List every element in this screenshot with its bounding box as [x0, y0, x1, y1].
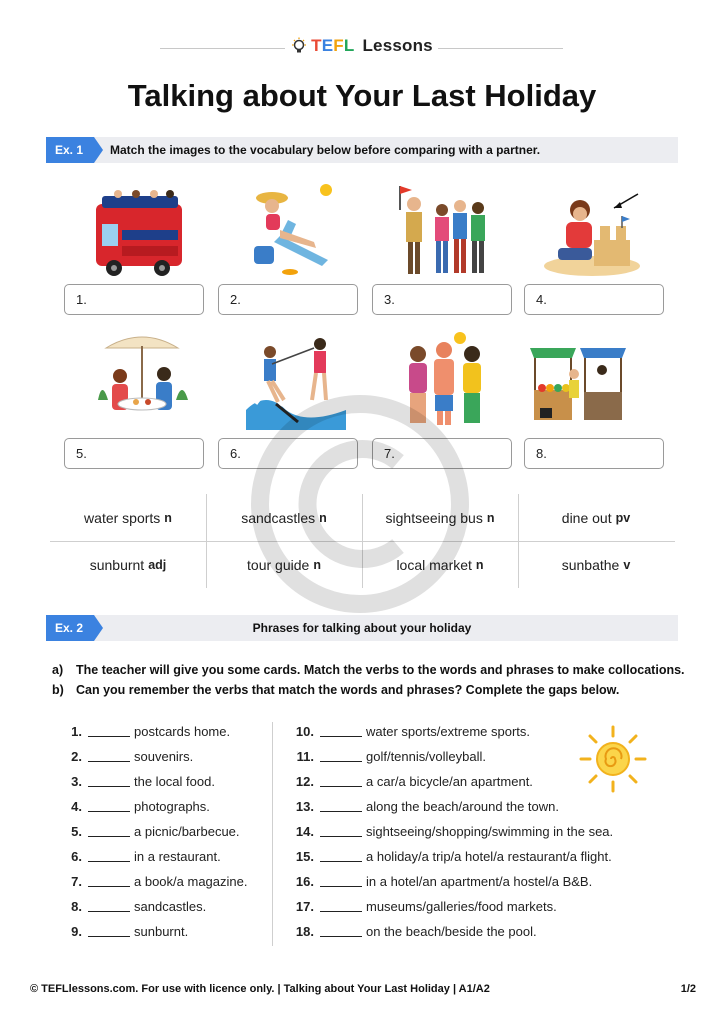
brand-letter: L: [343, 36, 355, 55]
restaurant-couple-icon: [92, 330, 192, 430]
answer-box-5[interactable]: 5.: [64, 438, 204, 469]
question-number: 14.: [295, 824, 314, 839]
divider: [272, 722, 273, 946]
instruction-text: Can you remember the verbs that match the words and phrases? Complete the gaps below.: [76, 683, 620, 697]
question-text: the local food.: [134, 774, 215, 789]
brand-letter: F: [333, 36, 344, 55]
ex2-instruction-a: [52, 663, 685, 677]
question-text: along the beach/around the town.: [366, 799, 559, 814]
question-row: [58, 899, 247, 924]
questions-left: [58, 724, 247, 949]
ex2-header: [46, 615, 678, 641]
divider: [438, 48, 563, 49]
answer-gap[interactable]: [320, 824, 362, 837]
vocab-pos: n: [319, 510, 327, 525]
question-number: 13.: [295, 799, 314, 814]
answer-gap[interactable]: [320, 924, 362, 937]
ex1-badge: Ex. 1: [46, 137, 94, 163]
question-text: souvenirs.: [134, 749, 194, 764]
sightseeing-bus-icon: [88, 186, 188, 286]
instruction-letter: a): [52, 663, 64, 677]
question-number: 16.: [295, 874, 314, 889]
answer-gap[interactable]: [88, 749, 130, 762]
answer-gap[interactable]: [320, 799, 362, 812]
question-row: [290, 749, 613, 774]
brand-letter: E: [321, 36, 334, 55]
vocab-word: water sports: [84, 509, 161, 526]
vocab-pos: pv: [615, 510, 631, 525]
question-text: photographs.: [134, 799, 210, 814]
vocab-word: sunbathe: [561, 556, 620, 573]
answer-gap[interactable]: [88, 799, 130, 812]
answer-box-2[interactable]: 2.: [218, 284, 358, 315]
question-row: [58, 799, 247, 824]
vocab-pos: n: [486, 510, 495, 525]
page-title: Talking about Your Last Holiday: [127, 78, 597, 113]
question-text: on the beach/beside the pool.: [366, 924, 537, 939]
brand-tefl: [311, 36, 354, 56]
ex2-instruction-b: [52, 683, 619, 697]
question-number: 6.: [71, 849, 82, 864]
answer-gap[interactable]: [320, 774, 362, 787]
question-text: sandcastles.: [134, 899, 207, 914]
vocab-item: [50, 541, 206, 588]
question-row: [290, 724, 613, 749]
question-text: golf/tennis/volleyball.: [366, 749, 486, 764]
vocab-pos: v: [623, 557, 631, 572]
question-row: [58, 824, 247, 849]
answer-gap[interactable]: [88, 874, 130, 887]
page-number: 1/2: [680, 983, 696, 995]
answer-box-6[interactable]: 6.: [218, 438, 358, 469]
question-row: [58, 924, 247, 949]
vocabulary-grid: [50, 494, 675, 588]
vocab-item: [206, 541, 362, 588]
instruction-letter: b): [52, 683, 64, 697]
question-text: postcards home.: [134, 724, 231, 739]
brand-header: [0, 36, 724, 60]
question-row: [58, 874, 247, 899]
question-number: 18.: [295, 924, 314, 939]
question-text: in a hotel/an apartment/a hostel/a B&B.: [366, 874, 593, 889]
sunburnt-friends-icon: [398, 330, 498, 430]
vocab-item: [518, 494, 674, 541]
ex2-badge: Ex. 2: [46, 615, 94, 641]
question-number: 7.: [71, 874, 82, 889]
vocab-word: tour guide: [247, 556, 310, 573]
brand-letter: T: [311, 36, 322, 55]
answer-box-4[interactable]: 4.: [524, 284, 664, 315]
answer-gap[interactable]: [320, 749, 362, 762]
question-row: [290, 899, 613, 924]
question-row: [58, 749, 247, 774]
vocab-item: [206, 494, 362, 541]
answer-box-7[interactable]: 7.: [372, 438, 512, 469]
question-number: 11.: [296, 749, 314, 764]
vocab-word: sightseeing bus: [385, 509, 483, 526]
question-text: a book/a magazine.: [134, 874, 248, 889]
answer-box-3[interactable]: 3.: [372, 284, 512, 315]
vocab-pos: adj: [148, 557, 167, 572]
answer-gap[interactable]: [88, 899, 130, 912]
question-number: 2.: [71, 749, 82, 764]
question-row: [290, 924, 613, 949]
market-stalls-icon: [528, 334, 628, 434]
question-number: 1.: [71, 724, 82, 739]
question-row: [58, 774, 247, 799]
question-number: 17.: [295, 899, 314, 914]
vocab-word: sandcastles: [241, 509, 316, 526]
answer-gap[interactable]: [320, 899, 362, 912]
water-skiing-icon: [246, 330, 346, 430]
vocab-pos: n: [164, 510, 172, 525]
question-row: [290, 799, 613, 824]
question-text: a car/a bicycle/an apartment.: [366, 774, 533, 789]
question-number: 15.: [295, 849, 314, 864]
question-row: [290, 849, 613, 874]
lightbulb-icon: [291, 37, 307, 55]
vocab-item: [362, 494, 518, 541]
question-text: in a restaurant.: [134, 849, 221, 864]
answer-gap[interactable]: [320, 874, 362, 887]
brand-logo: [291, 36, 433, 56]
answer-box-1[interactable]: 1.: [64, 284, 204, 315]
question-text: a holiday/a trip/a hotel/a restaurant/a flight.: [366, 849, 612, 864]
question-number: 3.: [71, 774, 82, 789]
ex1-instruction: Match the images to the vocabulary below before comparing with a partner.: [110, 143, 541, 157]
vocab-word: local market: [396, 556, 472, 573]
question-number: 10.: [295, 724, 314, 739]
divider: [160, 48, 285, 49]
questions-right: [290, 724, 613, 949]
question-number: 12.: [295, 774, 314, 789]
sun-icon: [578, 724, 648, 794]
brand-word: Lessons: [362, 36, 433, 55]
question-text: a picnic/barbecue.: [134, 824, 240, 839]
question-row: [290, 774, 613, 799]
answer-gap[interactable]: [88, 849, 130, 862]
question-text: museums/galleries/food markets.: [366, 899, 557, 914]
ex2-heading: Phrases for talking about your holiday: [252, 621, 472, 635]
vocab-word: sunburnt: [89, 556, 145, 573]
vocab-pos: n: [313, 557, 321, 572]
sunbathing-woman-icon: [244, 180, 344, 280]
question-number: 5.: [71, 824, 82, 839]
vocab-item: [50, 494, 206, 541]
vocab-item: [362, 541, 518, 588]
question-text: water sports/extreme sports.: [366, 724, 530, 739]
vocab-pos: n: [475, 557, 484, 572]
answer-gap[interactable]: [88, 824, 130, 837]
answer-box-8[interactable]: 8.: [524, 438, 664, 469]
question-number: 9.: [71, 924, 82, 939]
answer-gap[interactable]: [88, 724, 130, 737]
vocab-word: dine out: [561, 509, 612, 526]
question-text: sunburnt.: [134, 924, 189, 939]
sandcastle-child-icon: [542, 186, 642, 286]
question-number: 8.: [71, 899, 82, 914]
answer-gap[interactable]: [88, 774, 130, 787]
question-row: [58, 849, 247, 874]
tour-group-icon: [392, 180, 492, 280]
question-row: [58, 724, 247, 749]
question-text: sightseeing/shopping/swimming in the sea.: [366, 824, 614, 839]
footer-text: © TEFLlessons.com. For use with licence only. | Talking about Your Last Holiday | A1/A2: [30, 983, 490, 995]
question-number: 4.: [71, 799, 82, 814]
vocab-item: [518, 541, 674, 588]
answer-gap[interactable]: [88, 924, 130, 937]
answer-gap[interactable]: [320, 849, 362, 862]
instruction-text: The teacher will give you some cards. Match the verbs to the words and phrases to make collocations.: [76, 663, 685, 677]
ex1-header: [46, 137, 678, 163]
answer-gap[interactable]: [320, 724, 362, 737]
question-row: [290, 874, 613, 899]
question-row: [290, 824, 613, 849]
